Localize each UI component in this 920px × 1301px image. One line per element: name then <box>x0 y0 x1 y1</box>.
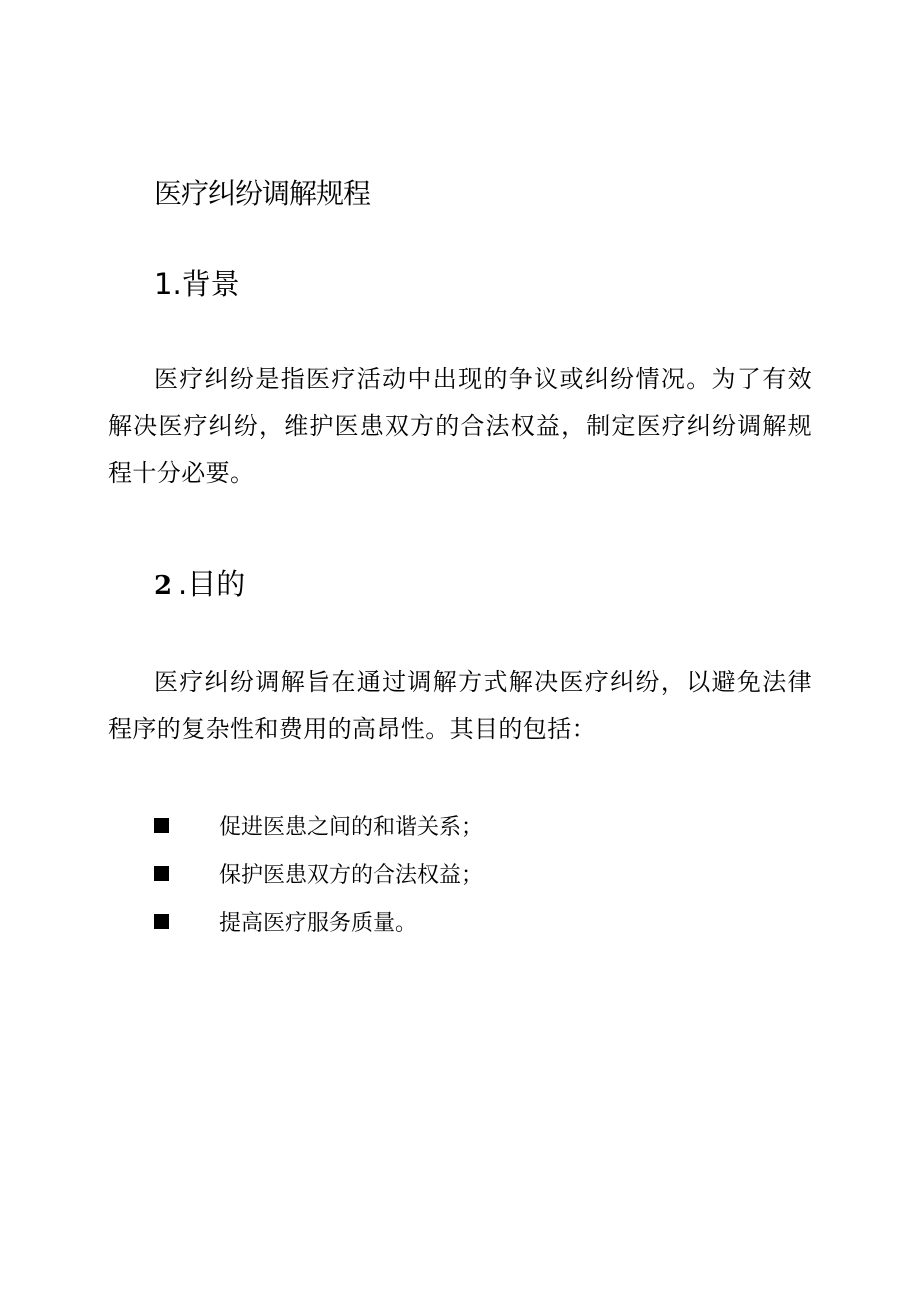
section-title: 背景 <box>181 267 240 301</box>
section-number: 2 <box>154 571 173 601</box>
section-number-suffix: . <box>178 567 188 601</box>
purpose-paragraph: 医疗纠纷调解旨在通过调解方式解决医疗纠纷，以避免法律程序的复杂性和费用的高昂性。其目的包括： <box>108 668 812 743</box>
list-item <box>154 801 483 849</box>
list-item <box>154 849 483 897</box>
list-item-text: 保护医患双方的合法权益； <box>219 862 484 888</box>
square-bullet-icon <box>154 914 169 929</box>
section-number: 1. <box>154 267 182 301</box>
document-title: 医疗纠纷调解规程 <box>154 177 371 210</box>
purpose-list <box>154 801 483 945</box>
list-item-text: 提高医疗服务质量。 <box>219 910 418 936</box>
list-item-text: 促进医患之间的和谐关系； <box>219 814 484 840</box>
list-item <box>154 897 483 945</box>
square-bullet-icon <box>154 866 169 881</box>
section-heading-background <box>154 266 240 302</box>
section-heading-purpose <box>154 566 245 604</box>
square-bullet-icon <box>154 818 169 833</box>
background-paragraph: 医疗纠纷是指医疗活动中出现的争议或纠纷情况。为了有效解决医疗纠纷，维护医患双方的合法权益，制定医疗纠纷调解规程十分必要。 <box>108 365 812 487</box>
section-title: 目的 <box>187 567 246 601</box>
